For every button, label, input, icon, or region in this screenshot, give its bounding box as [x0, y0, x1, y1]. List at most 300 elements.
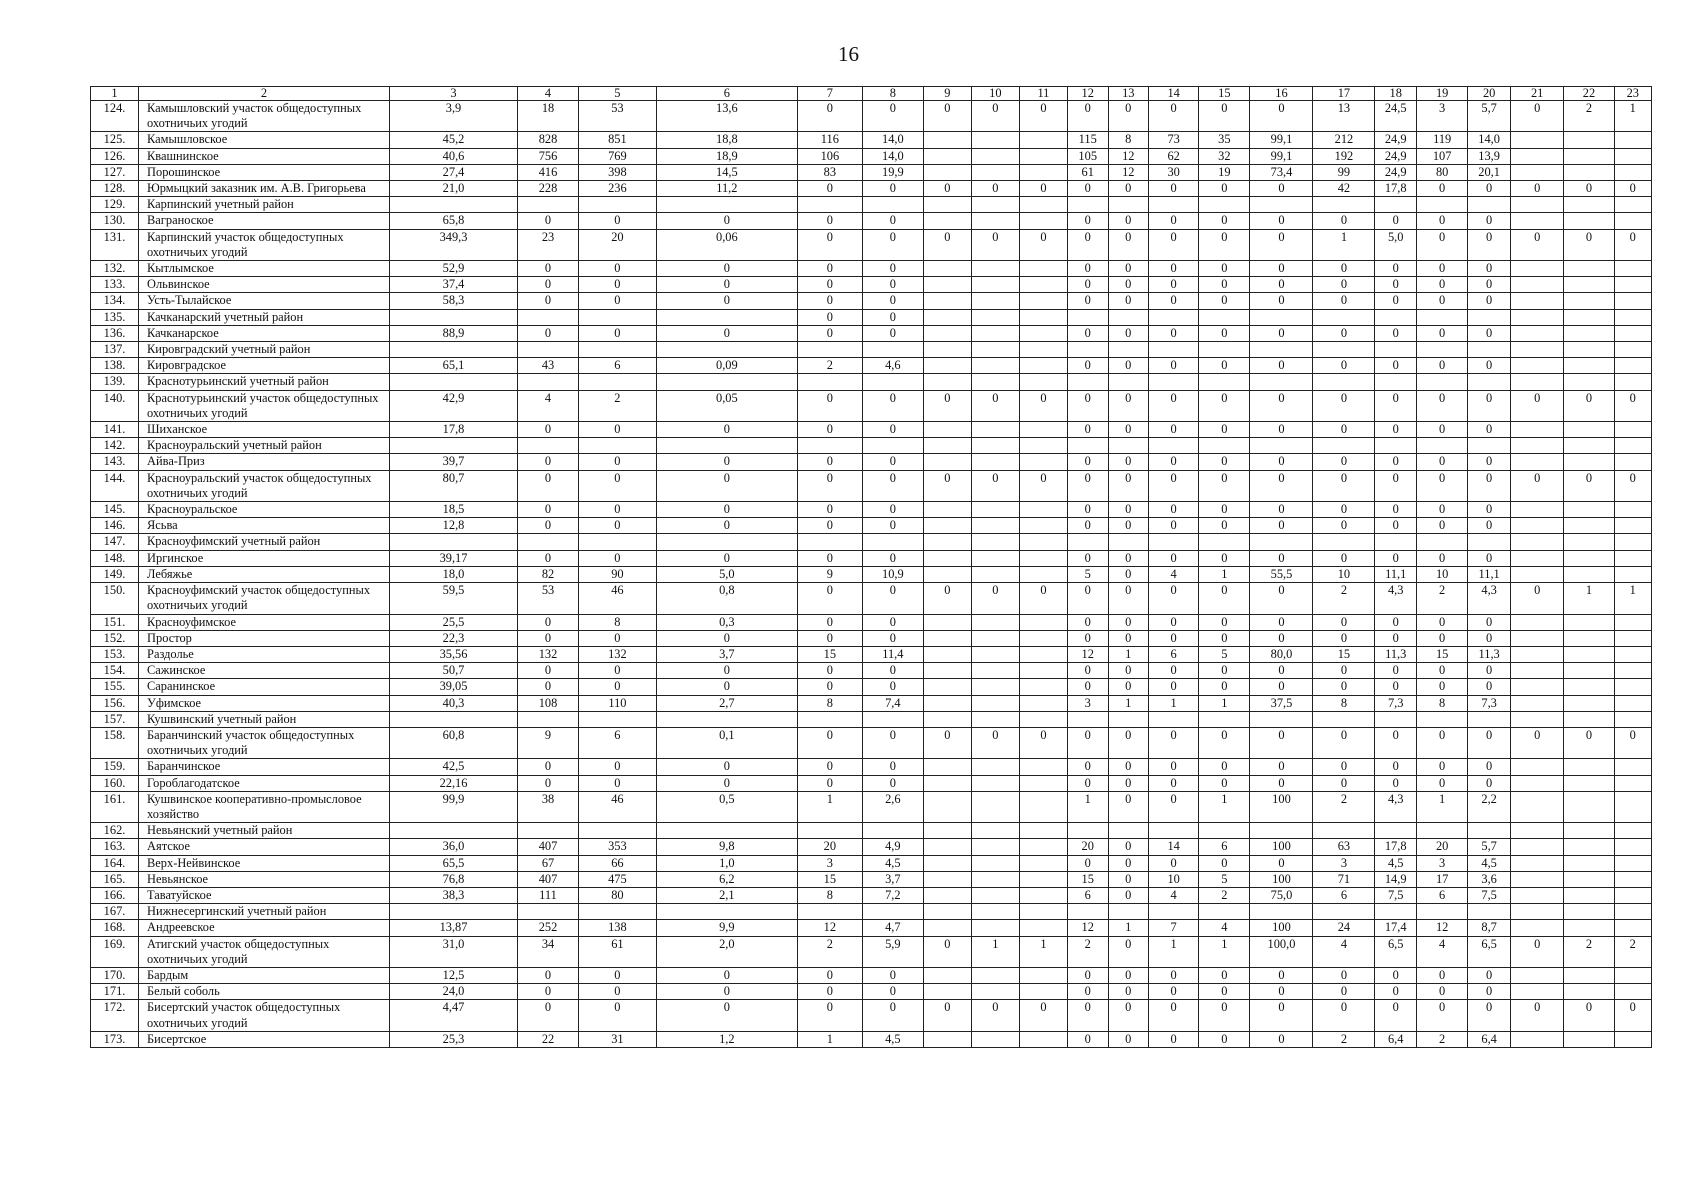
table-cell: 3	[1417, 855, 1468, 871]
table-cell	[518, 342, 579, 358]
row-number: 167.	[91, 904, 139, 920]
table-cell: 5,9	[862, 936, 923, 967]
table-cell: 80,0	[1250, 646, 1313, 662]
table-cell: 0	[1468, 358, 1511, 374]
table-cell: 7,3	[1375, 695, 1417, 711]
table-cell	[1019, 277, 1067, 293]
table-cell	[1019, 454, 1067, 470]
table-cell: 12	[1067, 920, 1108, 936]
table-cell	[862, 904, 923, 920]
table-cell: 0	[1108, 887, 1149, 903]
table-cell: 0	[1468, 967, 1511, 983]
table-cell: 0	[1564, 470, 1614, 501]
row-name: Таватуйское	[139, 887, 390, 903]
table-row	[91, 679, 1652, 695]
table-cell	[1019, 711, 1067, 727]
table-cell	[1108, 197, 1149, 213]
table-cell: 6	[1067, 887, 1108, 903]
table-cell	[1614, 422, 1651, 438]
table-cell	[1614, 550, 1651, 566]
table-cell	[1067, 309, 1108, 325]
table-cell	[971, 358, 1019, 374]
table-cell: 11,1	[1375, 566, 1417, 582]
table-cell	[518, 823, 579, 839]
row-name: Бардым	[139, 967, 390, 983]
table-cell	[1510, 984, 1563, 1000]
table-row	[91, 967, 1652, 983]
table-cell: 0	[862, 775, 923, 791]
table-cell: 0	[1250, 502, 1313, 518]
table-cell: 0	[1149, 1031, 1199, 1047]
row-number: 166.	[91, 887, 139, 903]
table-cell	[971, 791, 1019, 822]
table-cell: 100	[1250, 839, 1313, 855]
table-cell: 0	[923, 101, 971, 132]
row-name: Юрмыцкий заказник им. А.В. Григорьева	[139, 181, 390, 197]
table-cell	[389, 904, 517, 920]
header-cell: 2	[139, 87, 390, 101]
table-cell: 0	[518, 422, 579, 438]
table-cell: 0	[1468, 984, 1511, 1000]
table-cell: 0	[1019, 727, 1067, 758]
table-cell: 1	[1108, 695, 1149, 711]
table-cell: 0	[923, 470, 971, 501]
table-cell: 71	[1313, 871, 1375, 887]
table-cell: 0	[797, 213, 862, 229]
table-cell: 4,3	[1468, 583, 1511, 614]
table-cell: 4,5	[1468, 855, 1511, 871]
table-cell: 851	[578, 132, 656, 148]
table-cell: 22	[518, 1031, 579, 1047]
table-cell: 6,4	[1375, 1031, 1417, 1047]
table-cell: 6,5	[1375, 936, 1417, 967]
table-cell	[1510, 887, 1563, 903]
table-cell	[1614, 534, 1651, 550]
table-cell	[1019, 663, 1067, 679]
table-cell: 0	[578, 518, 656, 534]
table-cell: 0	[971, 101, 1019, 132]
row-number: 149.	[91, 566, 139, 582]
table-cell: 0	[1149, 583, 1199, 614]
table-cell	[971, 614, 1019, 630]
table-cell: 0	[923, 390, 971, 421]
table-cell: 0	[862, 309, 923, 325]
table-cell	[971, 663, 1019, 679]
header-cell: 4	[518, 87, 579, 101]
table-row	[91, 1000, 1652, 1031]
table-cell: 0	[1468, 325, 1511, 341]
table-cell	[971, 695, 1019, 711]
table-cell	[971, 148, 1019, 164]
table-row	[91, 132, 1652, 148]
table-cell: 0	[518, 550, 579, 566]
row-name: Бисертское	[139, 1031, 390, 1047]
table-cell: 0	[862, 518, 923, 534]
table-cell	[578, 438, 656, 454]
table-cell: 1,2	[656, 1031, 797, 1047]
table-cell	[971, 566, 1019, 582]
table-cell: 0	[1108, 727, 1149, 758]
table-cell: 37,4	[389, 277, 517, 293]
table-cell: 116	[797, 132, 862, 148]
table-cell: 0	[1417, 454, 1468, 470]
table-cell	[797, 904, 862, 920]
table-cell: 0	[797, 325, 862, 341]
table-cell: 0	[1108, 229, 1149, 260]
table-cell: 0	[1067, 984, 1108, 1000]
table-cell	[1614, 630, 1651, 646]
table-cell	[923, 984, 971, 1000]
table-cell: 0	[578, 470, 656, 501]
table-cell	[1019, 791, 1067, 822]
table-cell	[1564, 839, 1614, 855]
table-cell	[971, 374, 1019, 390]
table-cell: 0	[1199, 1031, 1250, 1047]
table-cell: 0	[1149, 454, 1199, 470]
table-cell: 0	[862, 679, 923, 695]
table-cell: 0	[923, 229, 971, 260]
row-name: Ваграноское	[139, 213, 390, 229]
table-cell	[923, 855, 971, 871]
table-cell: 12	[797, 920, 862, 936]
table-cell	[1510, 871, 1563, 887]
table-cell: 4,5	[862, 855, 923, 871]
table-cell	[797, 197, 862, 213]
table-cell: 0	[518, 1000, 579, 1031]
row-number: 127.	[91, 164, 139, 180]
table-cell: 0	[1067, 967, 1108, 983]
table-cell: 0	[862, 454, 923, 470]
table-cell	[1510, 342, 1563, 358]
table-cell	[1614, 679, 1651, 695]
table-cell	[1510, 374, 1563, 390]
table-cell	[1510, 197, 1563, 213]
table-cell	[1019, 967, 1067, 983]
table-row	[91, 261, 1652, 277]
table-cell	[1510, 213, 1563, 229]
table-cell	[1510, 791, 1563, 822]
row-name: Аятское	[139, 839, 390, 855]
table-cell	[1375, 374, 1417, 390]
table-cell: 0	[1375, 984, 1417, 1000]
table-cell: 19,9	[862, 164, 923, 180]
table-cell	[797, 438, 862, 454]
table-cell: 1	[1614, 583, 1651, 614]
table-row	[91, 454, 1652, 470]
table-cell: 65,1	[389, 358, 517, 374]
table-cell: 4,5	[1375, 855, 1417, 871]
table-row	[91, 518, 1652, 534]
table-cell: 0	[971, 390, 1019, 421]
table-cell: 0	[1510, 936, 1563, 967]
table-cell: 2,7	[656, 695, 797, 711]
table-cell: 0	[1250, 775, 1313, 791]
row-name: Баранчинское	[139, 759, 390, 775]
table-cell: 192	[1313, 148, 1375, 164]
table-cell: 4	[1199, 920, 1250, 936]
table-cell: 2	[1067, 936, 1108, 967]
table-cell: 2	[1199, 887, 1250, 903]
row-name: Айва-Приз	[139, 454, 390, 470]
table-cell: 18,5	[389, 502, 517, 518]
table-cell: 50,7	[389, 663, 517, 679]
table-cell: 0	[1417, 663, 1468, 679]
table-cell: 31	[578, 1031, 656, 1047]
table-cell	[1564, 566, 1614, 582]
table-cell	[1019, 1031, 1067, 1047]
table-cell: 0	[1149, 984, 1199, 1000]
table-cell	[1564, 454, 1614, 470]
table-row	[91, 663, 1652, 679]
table-cell: 0	[1510, 727, 1563, 758]
table-cell	[971, 904, 1019, 920]
table-cell: 407	[518, 871, 579, 887]
table-cell	[971, 984, 1019, 1000]
table-cell	[1199, 534, 1250, 550]
table-cell: 0,8	[656, 583, 797, 614]
table-cell: 0	[1375, 277, 1417, 293]
row-number: 129.	[91, 197, 139, 213]
table-cell	[1199, 711, 1250, 727]
table-row	[91, 148, 1652, 164]
table-cell: 0	[656, 470, 797, 501]
table-cell: 1	[1108, 920, 1149, 936]
table-cell: 111	[518, 887, 579, 903]
table-cell	[1510, 614, 1563, 630]
table-cell: 19	[1199, 164, 1250, 180]
table-cell: 0	[1614, 727, 1651, 758]
table-cell	[1510, 920, 1563, 936]
table-cell	[1417, 904, 1468, 920]
table-cell	[1510, 823, 1563, 839]
table-cell: 0	[862, 261, 923, 277]
table-cell	[1199, 374, 1250, 390]
table-cell	[797, 342, 862, 358]
table-cell: 105	[1067, 148, 1108, 164]
table-cell	[1199, 904, 1250, 920]
table-cell	[1067, 438, 1108, 454]
header-cell: 16	[1250, 87, 1313, 101]
table-cell: 0	[1313, 663, 1375, 679]
table-cell: 0	[1468, 454, 1511, 470]
row-number: 158.	[91, 727, 139, 758]
table-cell: 0	[1510, 229, 1563, 260]
table-cell: 0	[862, 727, 923, 758]
table-cell	[971, 630, 1019, 646]
table-cell	[1199, 309, 1250, 325]
table-cell: 2	[1313, 1031, 1375, 1047]
table-cell	[1510, 164, 1563, 180]
table-cell: 0	[1375, 1000, 1417, 1031]
table-cell: 0	[1019, 470, 1067, 501]
table-cell: 0	[797, 101, 862, 132]
table-cell: 0	[797, 663, 862, 679]
row-name: Усть-Тылайское	[139, 293, 390, 309]
table-cell: 0	[797, 277, 862, 293]
table-cell: 0	[923, 1000, 971, 1031]
row-number: 163.	[91, 839, 139, 855]
row-name: Кушвинское кооперативно-промысловое хозяйство	[139, 791, 390, 822]
table-cell	[971, 759, 1019, 775]
table-cell	[1250, 823, 1313, 839]
table-cell	[923, 309, 971, 325]
table-row	[91, 791, 1652, 822]
table-cell	[1417, 309, 1468, 325]
table-cell	[862, 711, 923, 727]
table-cell	[1564, 164, 1614, 180]
table-cell: 0	[797, 727, 862, 758]
table-cell: 17,8	[389, 422, 517, 438]
table-cell: 0	[862, 759, 923, 775]
row-name: Карпинский учетный район	[139, 197, 390, 213]
table-cell: 0	[1108, 277, 1149, 293]
table-cell	[1614, 967, 1651, 983]
table-cell	[971, 325, 1019, 341]
table-cell	[1019, 164, 1067, 180]
table-cell	[971, 261, 1019, 277]
table-row	[91, 197, 1652, 213]
table-cell	[1614, 759, 1651, 775]
table-cell	[1614, 823, 1651, 839]
table-cell	[1019, 438, 1067, 454]
table-cell	[923, 438, 971, 454]
table-cell: 80,7	[389, 470, 517, 501]
table-cell: 3,7	[862, 871, 923, 887]
table-cell: 4	[518, 390, 579, 421]
table-cell	[578, 342, 656, 358]
table-cell	[971, 438, 1019, 454]
table-cell: 0	[797, 502, 862, 518]
table-cell: 0	[1067, 213, 1108, 229]
table-cell: 0	[1149, 727, 1199, 758]
table-row	[91, 309, 1652, 325]
row-name: Невьянское	[139, 871, 390, 887]
table-cell	[1019, 132, 1067, 148]
table-cell: 0	[1564, 1000, 1614, 1031]
table-cell: 22,3	[389, 630, 517, 646]
table-cell	[518, 374, 579, 390]
table-cell: 2	[1313, 791, 1375, 822]
table-row	[91, 422, 1652, 438]
table-cell	[1468, 197, 1511, 213]
table-cell: 0	[862, 101, 923, 132]
table-cell: 4,5	[862, 1031, 923, 1047]
table-cell	[923, 887, 971, 903]
table-cell	[1614, 646, 1651, 662]
table-cell	[1149, 904, 1199, 920]
table-cell: 0	[1067, 614, 1108, 630]
table-cell	[971, 197, 1019, 213]
table-cell: 0	[1108, 181, 1149, 197]
table-row	[91, 534, 1652, 550]
table-row	[91, 630, 1652, 646]
table-cell: 0	[1149, 358, 1199, 374]
table-cell	[1614, 984, 1651, 1000]
table-cell: 15	[797, 871, 862, 887]
row-number: 134.	[91, 293, 139, 309]
table-cell: 0	[862, 583, 923, 614]
table-cell	[797, 711, 862, 727]
table-cell	[1510, 1031, 1563, 1047]
table-cell	[1614, 502, 1651, 518]
table-cell: 0	[578, 325, 656, 341]
table-cell: 0	[1313, 967, 1375, 983]
table-cell: 0	[1067, 663, 1108, 679]
row-number: 145.	[91, 502, 139, 518]
table-cell: 0	[1199, 470, 1250, 501]
table-cell	[1468, 711, 1511, 727]
table-cell: 0	[1067, 518, 1108, 534]
table-cell	[1614, 855, 1651, 871]
table-cell	[1564, 422, 1614, 438]
table-row	[91, 101, 1652, 132]
table-cell	[971, 164, 1019, 180]
table-cell	[923, 293, 971, 309]
table-cell	[656, 534, 797, 550]
table-cell: 0,3	[656, 614, 797, 630]
table-cell: 21,0	[389, 181, 517, 197]
table-cell: 4,6	[862, 358, 923, 374]
table-cell	[971, 277, 1019, 293]
table-row	[91, 358, 1652, 374]
table-cell: 0	[656, 759, 797, 775]
table-cell	[1313, 197, 1375, 213]
row-number: 170.	[91, 967, 139, 983]
table-cell: 0	[797, 967, 862, 983]
table-row	[91, 887, 1652, 903]
table-cell	[1149, 342, 1199, 358]
table-cell: 0	[1108, 663, 1149, 679]
table-cell: 2	[578, 390, 656, 421]
table-cell	[656, 197, 797, 213]
table-cell: 0	[1250, 293, 1313, 309]
table-cell: 1	[1108, 646, 1149, 662]
row-number: 146.	[91, 518, 139, 534]
table-cell: 24,9	[1375, 164, 1417, 180]
table-cell: 0	[1250, 325, 1313, 341]
table-cell	[1468, 309, 1511, 325]
table-cell	[1019, 646, 1067, 662]
table-cell: 0	[1375, 550, 1417, 566]
table-cell: 90	[578, 566, 656, 582]
table-cell	[971, 823, 1019, 839]
table-cell	[923, 277, 971, 293]
row-name: Красноуральский участок общедоступных охотничьих угодий	[139, 470, 390, 501]
table-cell: 0	[1417, 502, 1468, 518]
table-cell: 0	[1067, 261, 1108, 277]
table-cell: 0	[1614, 1000, 1651, 1031]
table-cell: 0	[1067, 1000, 1108, 1031]
table-cell	[923, 502, 971, 518]
table-cell: 0	[1313, 325, 1375, 341]
table-cell: 59,5	[389, 583, 517, 614]
table-cell: 0	[1067, 277, 1108, 293]
table-cell: 0	[1468, 630, 1511, 646]
row-number: 159.	[91, 759, 139, 775]
table-cell: 0	[1067, 358, 1108, 374]
table-cell	[1564, 213, 1614, 229]
table-cell: 0	[1108, 325, 1149, 341]
table-cell: 0	[1108, 422, 1149, 438]
table-cell: 18,9	[656, 148, 797, 164]
row-number: 137.	[91, 342, 139, 358]
table-cell: 0	[1199, 293, 1250, 309]
table-cell: 75,0	[1250, 887, 1313, 903]
table-cell: 2	[797, 936, 862, 967]
table-cell: 0	[1108, 454, 1149, 470]
table-cell: 36,0	[389, 839, 517, 855]
table-cell: 0	[1250, 101, 1313, 132]
